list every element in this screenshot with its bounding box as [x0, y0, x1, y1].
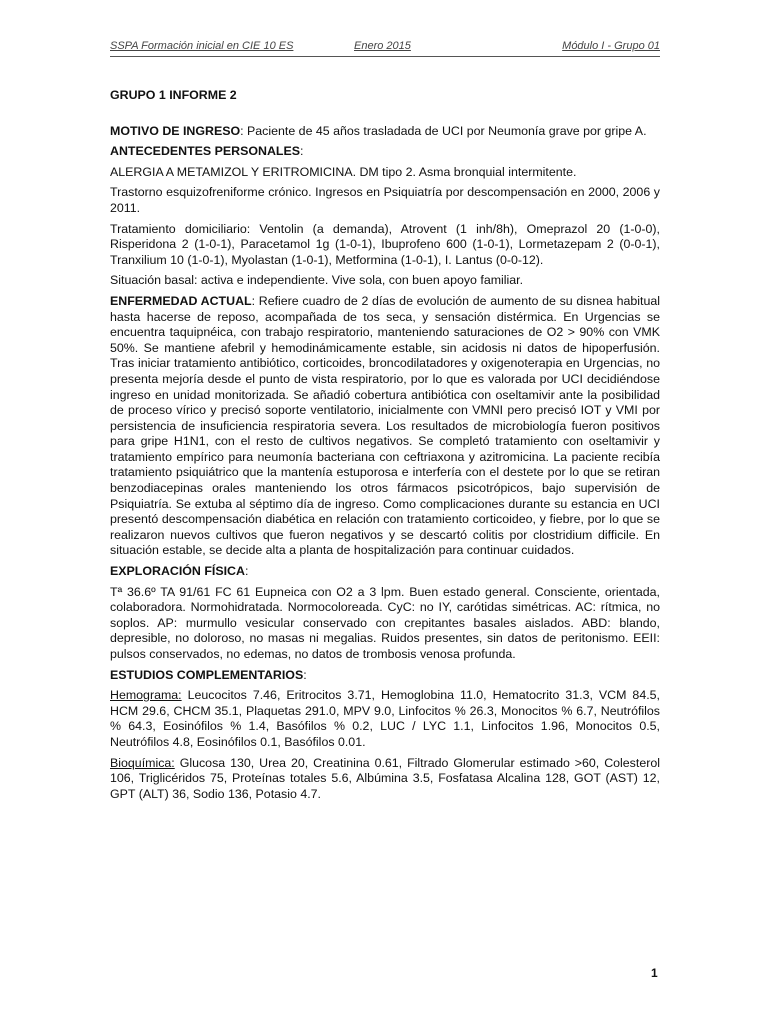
enfermedad-text: : Refiere cuadro de 2 días de evolución de aumento de su disnea habitual hasta hacerse de reposo, acompañada de tos seca, y sensación distérmica. En Urgencias se encuentra taquipnéica, con trabajo respiratorio, manteniendo saturaciones de O2 > 90% con VMK 50%. Se mantiene afebril y hemodinámicamente estable, sin acidosis ni datos de hipoperfusión. Tras iniciar tratamiento antibiótico, corticoides, broncodilatadores y oxigenoterapia en Urgencias, no presenta mejoría desde el punto de vista respiratorio, por lo que es valorada por UCI decidiéndose ingreso en unidad monitorizada. Se añadió cobertura antibiótica con oseltamivir ante la posibilidad de proceso vírico y precisó soporte ventilatorio, inicialmente con VMNI pero precisó IOT y VMI por persistencia de insuficiencia respiratoria severa. Los resultados de microbiología fueron positivos para gripe H1N1, con el resto de cultivos negativos. Se completó tratamiento con oseltamivir y tratamiento empírico para neumonía bacteriana con ceftriaxona y azitromicina. La paciente recibía tratamiento psiquiátrico que la mantenía estuporosa e interfería con el destete por lo que se retiran benzodiacepinas orales manteniendo los otros fármacos psicotrópicos, bajo supervisión de Psiquiatría. Se extuba al séptimo día de ingreso. Como complicaciones durante su estancia en UCI presentó descompensación diabética en relación con tratamiento corticoideo, y fiebre, por lo que se realizaron nuevos cultivos que fueron negativos y se descartó colitis por clostridium difficile. En situación estable, se decide alta a planta de hospitalización para continuar cuidados. — [110, 293, 660, 558]
exploracion-suffix: : — [244, 564, 249, 579]
header-module: Módulo I - Grupo 01 — [562, 40, 660, 52]
hemograma-text: Leucocitos 7.46, Eritrocitos 3.71, Hemoglobina 11.0, Hematocrito 31.3, VCM 84.5, HCM 29.6, CHCM 35.1, Plaquetas 291.0, MPV 9.0, Linfocitos % 26.3, Monocitos % 6.7, Neutrófilos % 64.3, Eosinófilos % 1.4, Basófilos % 0.2, LUC / LYC 1.1, Linfocitos 1.96, Monocitos 0.5, Neutrófilos 4.8, Eosinófilos 0.1, Basófilos 0.01. — [110, 688, 660, 749]
exploracion-text: Tª 36.6º TA 91/61 FC 61 Eupneica con O2 a 3 lpm. Buen estado general. Consciente, orientada, colaboradora. Normohidratada. Normocoloreada. CyC: no IY, carótidas simétricas. AC: rítmica, no soplos. AP: murmullo vesicular conservado con crepitantes basales aislados. ABD: blando, depresible, no doloroso, no masas ni megalias. Ruidos presentes, sin datos de peritonismo. EEII: pulsos conservados, no edemas, no datos de trombosis venosa profunda. — [110, 584, 660, 661]
estudios-suffix: : — [303, 667, 307, 682]
antecedentes-suffix: : — [300, 144, 304, 159]
antecedentes-basal: Situación basal: activa e independiente. Vive sola, con buen apoyo familiar. — [110, 273, 524, 288]
motivo-ingreso — [110, 124, 660, 140]
exploracion-label: EXPLORACIÓN FÍSICA — [110, 564, 245, 579]
antecedentes-heading — [110, 144, 660, 160]
header-course: SSPA Formación inicial en CIE 10 ES — [110, 40, 294, 52]
report-title: GRUPO 1 INFORME 2 — [110, 88, 237, 102]
estudios-label: ESTUDIOS COMPLEMENTARIOS — [110, 667, 304, 682]
antecedentes-psiquiatria: Trastorno esquizofreniforme crónico. Ingresos en Psiquiatría por descompensación en 2000, 2006 y 2011. — [110, 185, 660, 215]
hemograma — [110, 688, 660, 750]
antecedentes-label: ANTECEDENTES PERSONALES — [110, 144, 301, 159]
enfermedad-label: ENFERMEDAD ACTUAL — [110, 293, 252, 308]
bioquimica-label: Bioquímica: — [110, 755, 175, 770]
report-body — [110, 88, 660, 807]
estudios-heading — [110, 668, 660, 684]
motivo-label: MOTIVO DE INGRESO — [110, 123, 241, 138]
page-header — [110, 40, 660, 57]
antecedentes-alergias: ALERGIA A METAMIZOL Y ERITROMICINA. DM tipo 2. Asma bronquial intermitente. — [110, 164, 577, 179]
bioquimica — [110, 756, 660, 803]
antecedentes-tratamiento: Tratamiento domiciliario: Ventolin (a demanda), Atrovent (1 inh/8h), Omeprazol 20 (1-0-0), Risperidona 2 (1-0-1), Paracetamol 1g (1-0-1), Ibuprofeno 600 (1-0-1), Lormetazepam 2 (0-0-1), Tranxilium 10 (1-0-1), Myolastan (1-0-1), Metformina (1-0-1), I. Lantus (0-0-12). — [110, 221, 660, 267]
motivo-text: : Paciente de 45 años trasladada de UCI por Neumonía grave por gripe A. — [240, 123, 647, 138]
hemograma-label: Hemograma: — [110, 688, 182, 703]
enfermedad-actual — [110, 294, 660, 559]
page-number: 1 — [651, 966, 658, 980]
header-date: Enero 2015 — [354, 40, 411, 52]
bioquimica-text: Glucosa 130, Urea 20, Creatinina 0.61, Filtrado Glomerular estimado >60, Colesterol 106, Triglicéridos 75, Proteínas totales 5.6, Albúmina 3.5, Fosfatasa Alcalina 128, GOT (AST) 12, GPT (ALT) 36, Sodio 136, Potasio 4.7. — [110, 755, 660, 801]
exploracion-heading — [110, 564, 660, 580]
